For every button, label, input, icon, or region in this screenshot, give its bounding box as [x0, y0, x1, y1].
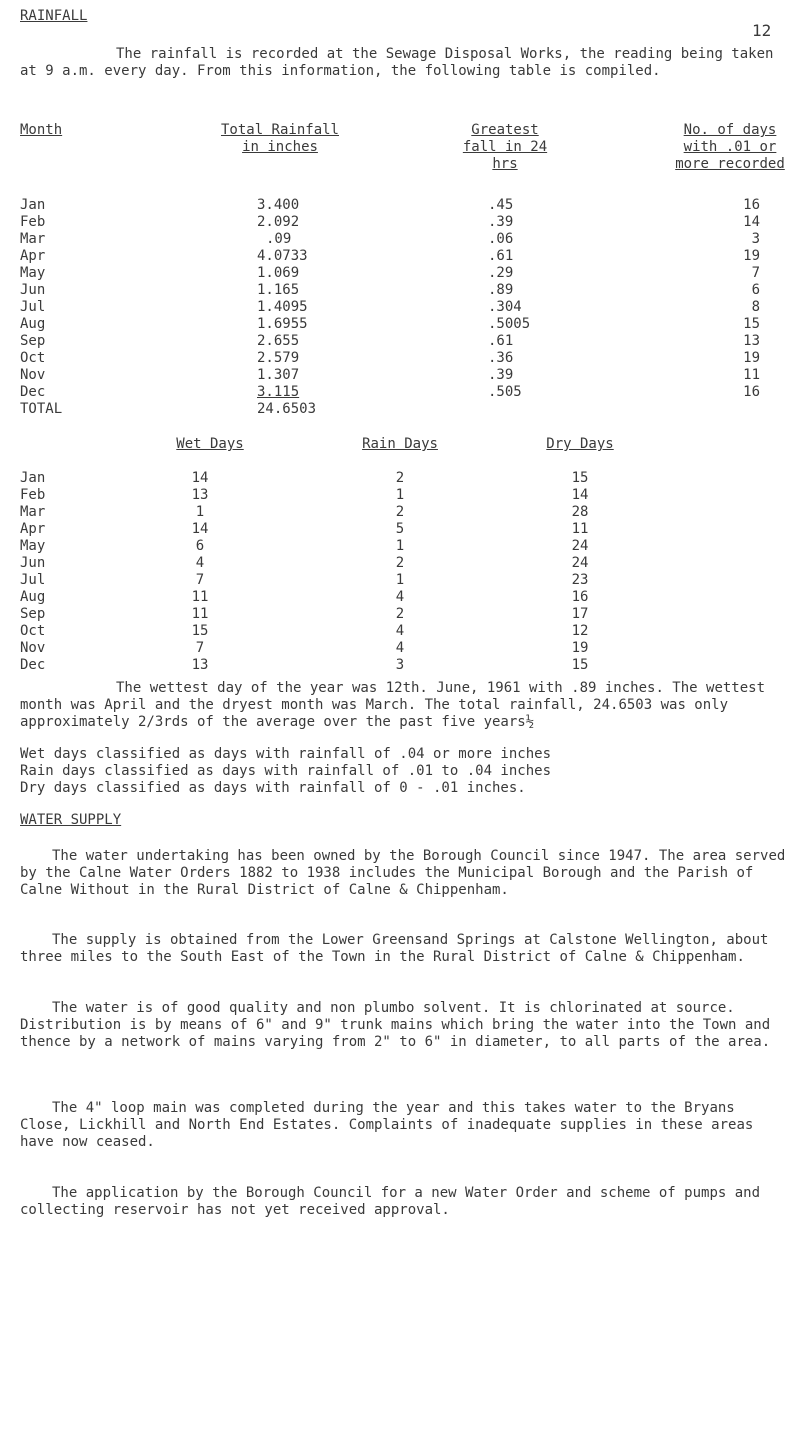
dry-cell: 19: [571, 640, 589, 656]
rain-cell: 1: [395, 487, 405, 503]
table-row: [0, 299, 800, 316]
rain-cell: 4: [395, 623, 405, 639]
greatest-cell: .89: [488, 282, 514, 298]
month-cell: Sep: [20, 606, 46, 622]
greatest-cell: .304: [488, 299, 522, 315]
total-cell: 1.4095: [257, 299, 308, 315]
dry-cell: 24: [571, 538, 589, 554]
month-cell: Apr: [20, 248, 46, 264]
month-cell: Dec: [20, 384, 46, 400]
col-header-days-1: No. of days: [683, 122, 777, 138]
total-cell: 3.400: [257, 197, 300, 213]
dry-cell: 28: [571, 504, 589, 520]
dry-cell: 23: [571, 572, 589, 588]
section-title: RAINFALL: [20, 8, 88, 24]
table-row: [0, 333, 800, 350]
col-header-days-3: more recorded: [675, 156, 785, 172]
dry-cell: 14: [571, 487, 589, 503]
dry-cell: 16: [571, 589, 589, 605]
month-cell: Jun: [20, 282, 46, 298]
month-cell: Mar: [20, 231, 46, 247]
days-cell: 8: [751, 299, 760, 315]
wet-cell: 14: [191, 521, 209, 537]
col-header-greatest-2: fall in 24: [462, 139, 548, 155]
definition-wet: Wet days classified as days with rainfall of .04 or more inches: [20, 746, 552, 762]
month-cell: Mar: [20, 504, 46, 520]
days-cell: 19: [743, 350, 760, 366]
table-row: [0, 555, 800, 572]
definition-rain: Rain days classified as days with rainfall of .01 to .04 inches: [20, 763, 552, 779]
table-row: [0, 538, 800, 555]
summary-paragraph: The wettest day of the year was 12th. June, 1961 with .89 inches. The wettest month was April and the dryest month was March. The total rainfall, 24.6503 was only approximately 2/3rds of the average over the past five years½: [20, 680, 766, 730]
days-cell: 15: [743, 316, 760, 332]
total-row: [0, 401, 800, 418]
total-cell: 2.092: [257, 214, 300, 230]
month-cell: Feb: [20, 214, 46, 230]
wet-cell: 11: [191, 589, 209, 605]
table-row: [0, 231, 800, 248]
days-cell: 19: [743, 248, 760, 264]
water-supply-heading: WATER SUPPLY: [20, 812, 122, 828]
month-cell: Jul: [20, 299, 46, 315]
table-row: [0, 657, 800, 674]
greatest-cell: .29: [488, 265, 514, 281]
table-row: [0, 214, 800, 231]
total-value: 24.6503: [257, 401, 317, 417]
rain-cell: 4: [395, 589, 405, 605]
days-cell: 16: [743, 384, 760, 400]
month-cell: Sep: [20, 333, 46, 349]
greatest-cell: .06: [488, 231, 514, 247]
days-cell: 11: [743, 367, 760, 383]
rain-cell: 4: [395, 640, 405, 656]
greatest-cell: .36: [488, 350, 514, 366]
total-cell: .09: [266, 231, 292, 247]
col-header-total-1: Total Rainfall: [220, 122, 339, 138]
table-row: [0, 282, 800, 299]
month-cell: May: [20, 538, 46, 554]
table-row: [0, 606, 800, 623]
month-cell: Oct: [20, 350, 46, 366]
col-header-total-2: in inches: [242, 139, 318, 155]
total-label: TOTAL: [20, 401, 63, 417]
month-cell: Apr: [20, 521, 46, 537]
table-row: [0, 316, 800, 333]
intro-paragraph: The rainfall is recorded at the Sewage Disposal Works, the reading being taken at 9 a.m. every day. From this information, the following table is compiled.: [20, 46, 774, 79]
month-cell: Jul: [20, 572, 46, 588]
definition-dry: Dry days classified as days with rainfall of 0 - .01 inches.: [20, 780, 526, 796]
page-number: 12: [752, 21, 772, 40]
rain-cell: 3: [395, 657, 405, 673]
water-paragraph-5: The application by the Borough Council for a new Water Order and scheme of pumps and collecting reservoir has not yet received approval.: [20, 1185, 761, 1218]
table-row: [0, 521, 800, 538]
rain-cell: 2: [395, 606, 405, 622]
dry-cell: 15: [571, 470, 589, 486]
month-cell: Feb: [20, 487, 46, 503]
days-cell: 13: [743, 333, 760, 349]
table-row: [0, 367, 800, 384]
col-header-greatest-1: Greatest: [471, 122, 539, 138]
definitions: [20, 746, 790, 797]
table-row: [0, 504, 800, 521]
wet-cell: 7: [195, 572, 205, 588]
rain-cell: 2: [395, 470, 405, 486]
table-row: [0, 487, 800, 504]
table-row: [0, 384, 800, 401]
total-cell: 2.579: [257, 350, 300, 366]
col-header-rain: Rain Days: [362, 436, 438, 452]
wet-cell: 6: [195, 538, 205, 554]
total-cell: 4.0733: [257, 248, 308, 264]
month-cell: Dec: [20, 657, 46, 673]
greatest-cell: .39: [488, 214, 514, 230]
wet-cell: 1: [195, 504, 205, 520]
month-cell: Jun: [20, 555, 46, 571]
wet-cell: 4: [195, 555, 205, 571]
dry-cell: 17: [571, 606, 589, 622]
col-header-dry: Dry Days: [546, 436, 614, 452]
rain-cell: 1: [395, 572, 405, 588]
table-row: [0, 197, 800, 214]
dry-cell: 24: [571, 555, 589, 571]
wet-cell: 14: [191, 470, 209, 486]
greatest-cell: .61: [488, 248, 514, 264]
wet-cell: 15: [191, 623, 209, 639]
greatest-cell: .505: [488, 384, 522, 400]
greatest-cell: .5005: [488, 316, 531, 332]
month-cell: Aug: [20, 316, 46, 332]
days-cell: 14: [743, 214, 760, 230]
rain-cell: 1: [395, 538, 405, 554]
greatest-cell: .45: [488, 197, 514, 213]
days-cell: 6: [751, 282, 760, 298]
dry-cell: 15: [571, 657, 589, 673]
water-paragraph-1: The water undertaking has been owned by the Borough Council since 1947. The area served by the Calne Water Orders 1882 to 1938 includes the Municipal Borough and the Parish of Calne Without in the Rural District of Calne & Chippenham.: [20, 848, 786, 898]
water-paragraph-3: The water is of good quality and non plumbo solvent. It is chlorinated at source. Distribution is by means of 6" and 9" trunk mains which bring the water into the Town and thence by a network of mains varying from 2" to 6" in diameter, to all parts of the area.: [20, 1000, 771, 1050]
wet-cell: 13: [191, 657, 209, 673]
total-cell: 1.307: [257, 367, 300, 383]
month-cell: May: [20, 265, 46, 281]
col-header-wet: Wet Days: [176, 436, 244, 452]
month-cell: Oct: [20, 623, 46, 639]
table-row: [0, 640, 800, 657]
col-header-month: Month: [20, 122, 63, 138]
water-paragraph-2: The supply is obtained from the Lower Greensand Springs at Calstone Wellington, about three miles to the South East of the Town in the Rural District of Calne & Chippenham.: [20, 932, 769, 965]
rain-cell: 2: [395, 555, 405, 571]
days-cell: 16: [743, 197, 760, 213]
rain-cell: 2: [395, 504, 405, 520]
wet-cell: 11: [191, 606, 209, 622]
table-row: [0, 572, 800, 589]
total-cell: 3.115: [257, 384, 300, 400]
dry-cell: 12: [571, 623, 589, 639]
wet-cell: 7: [195, 640, 205, 656]
month-cell: Aug: [20, 589, 46, 605]
table-row: [0, 470, 800, 487]
month-cell: Jan: [20, 197, 46, 213]
total-cell: 1.069: [257, 265, 300, 281]
col-header-days-2: with .01 or: [683, 139, 777, 155]
days-cell: 3: [751, 231, 760, 247]
total-cell: 1.165: [257, 282, 300, 298]
table-row: [0, 265, 800, 282]
total-cell: 1.6955: [257, 316, 308, 332]
table-row: [0, 350, 800, 367]
table-row: [0, 589, 800, 606]
month-cell: Nov: [20, 367, 46, 383]
month-cell: Jan: [20, 470, 46, 486]
water-paragraph-4: The 4" loop main was completed during the year and this takes water to the Bryans Close, Lickhill and North End Estates. Complaints of inadequate supplies in these areas have now ceased.: [20, 1100, 754, 1150]
table-row: [0, 248, 800, 265]
table-row: [0, 623, 800, 640]
greatest-cell: .61: [488, 333, 514, 349]
days-cell: 7: [751, 265, 760, 281]
wet-cell: 13: [191, 487, 209, 503]
rain-cell: 5: [395, 521, 405, 537]
col-header-greatest-3: hrs: [492, 156, 518, 172]
dry-cell: 11: [571, 521, 589, 537]
month-cell: Nov: [20, 640, 46, 656]
greatest-cell: .39: [488, 367, 514, 383]
total-cell: 2.655: [257, 333, 300, 349]
